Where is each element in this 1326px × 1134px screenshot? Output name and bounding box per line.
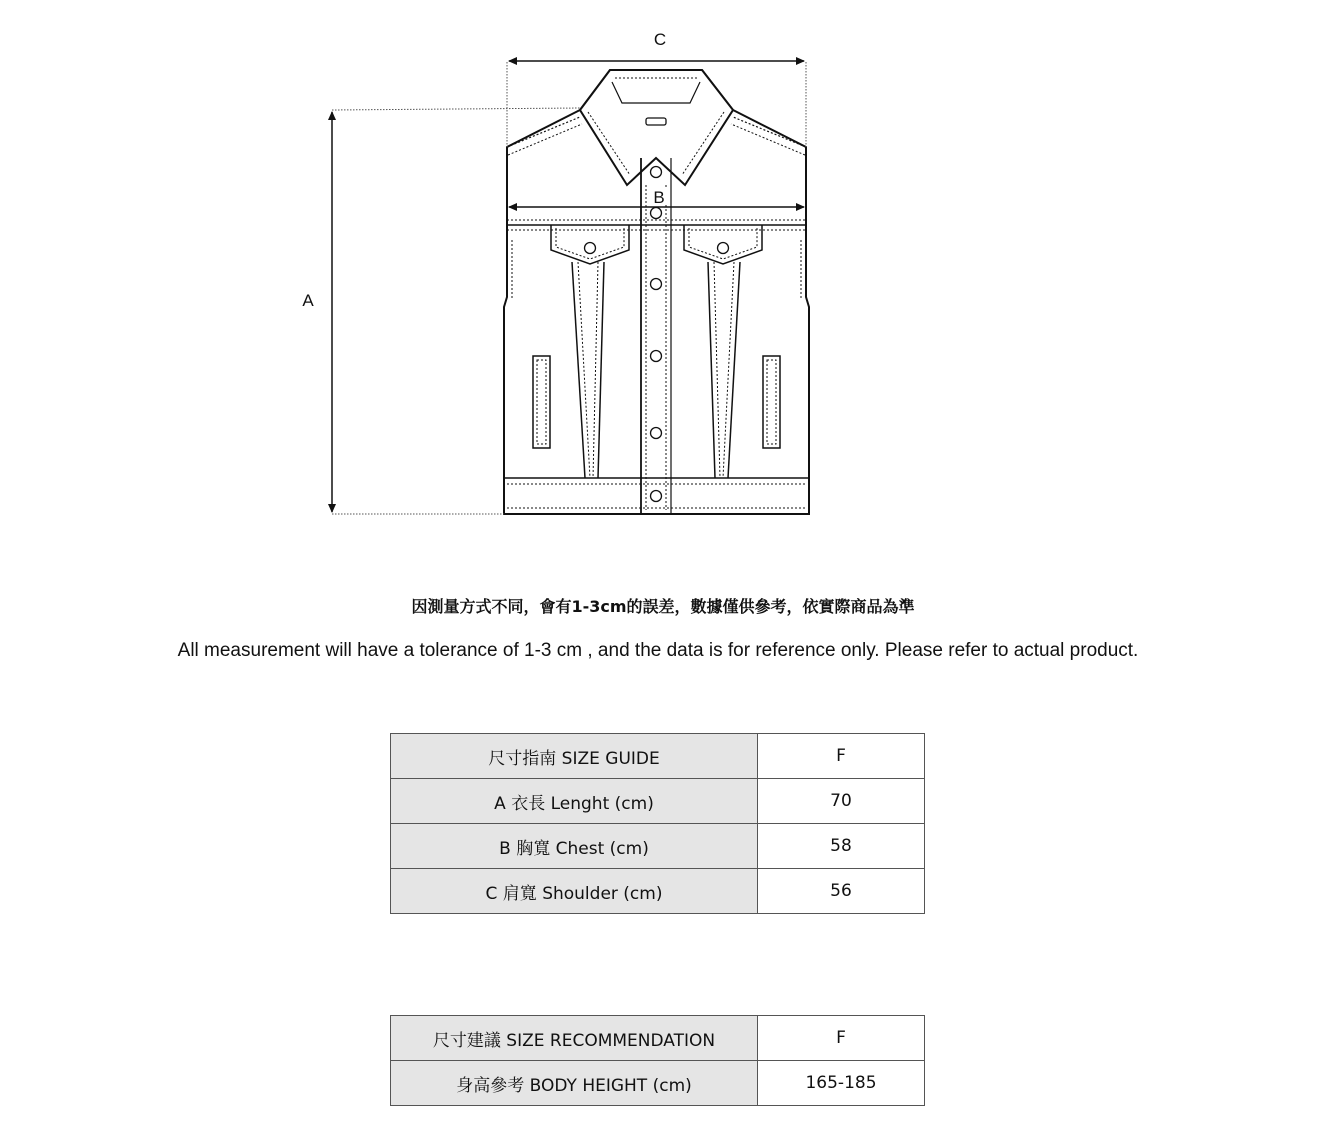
table-row — [391, 779, 925, 824]
size-recommendation-table — [390, 1015, 925, 1106]
size-guide-header-label: 尺寸指南 SIZE GUIDE — [391, 734, 758, 779]
length-value: 70 — [758, 779, 925, 824]
shoulder-value: 56 — [758, 869, 925, 914]
shoulder-label: C 肩寬 Shoulder (cm) — [391, 869, 758, 914]
body-height-label: 身高參考 BODY HEIGHT (cm) — [391, 1061, 758, 1106]
vest-measurement-diagram — [0, 0, 1326, 560]
table-row — [391, 824, 925, 869]
chest-label: B 胸寬 Chest (cm) — [391, 824, 758, 869]
table-header-row — [391, 734, 925, 779]
dimension-b-label: B — [653, 188, 665, 207]
table-header-row — [391, 1016, 925, 1061]
table-row — [391, 1061, 925, 1106]
length-label: A 衣長 Lenght (cm) — [391, 779, 758, 824]
size-guide-table — [390, 733, 925, 914]
vest-drawing — [504, 70, 809, 514]
tolerance-note-chinese: 因測量方式不同，會有1-3cm的誤差，數據僅供參考，依實際商品為準 — [411, 597, 915, 616]
tolerance-note-english: All measurement will have a tolerance of 1-3 cm , and the data is for reference only. Please refer to actual product. — [177, 640, 1139, 661]
dimension-a-label: A — [302, 291, 314, 310]
body-height-value: 165-185 — [758, 1061, 925, 1106]
table-row — [391, 869, 925, 914]
size-guide-header-size: F — [758, 734, 925, 779]
chest-value: 58 — [758, 824, 925, 869]
dimension-c-label: C — [653, 30, 667, 49]
size-recommendation-header-label: 尺寸建議 SIZE RECOMMENDATION — [391, 1016, 758, 1061]
size-recommendation-header-size: F — [758, 1016, 925, 1061]
